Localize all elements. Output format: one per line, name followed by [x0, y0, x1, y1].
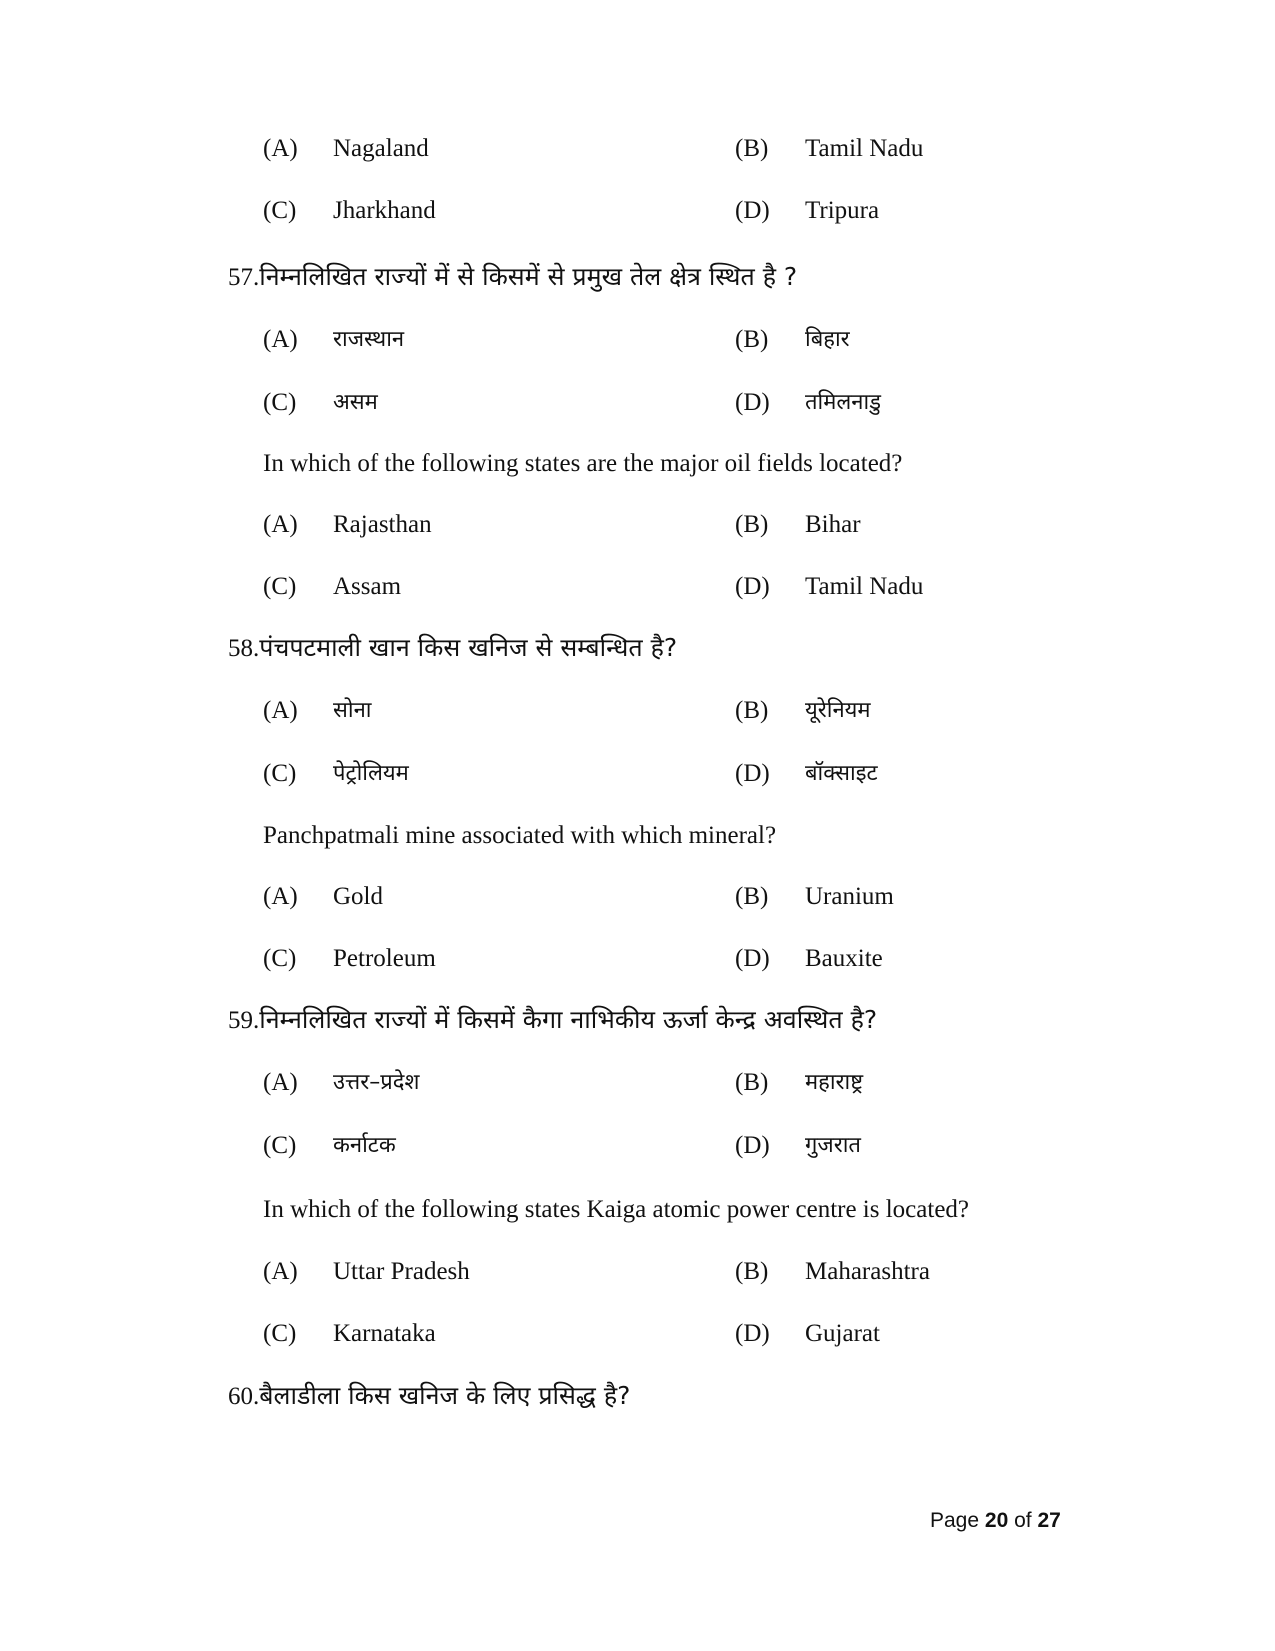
q59-english-options-row-cd [0, 1312, 1275, 1356]
q58-number: 58. [228, 635, 260, 662]
option-label-c: (C) [263, 760, 297, 787]
q56-options-row-ab [0, 127, 1275, 171]
option-label-d: (D) [735, 389, 770, 416]
q59-hindi-options-row-cd [0, 1124, 1275, 1168]
footer-prefix: Page [930, 1509, 985, 1532]
q59-hindi-question [228, 998, 877, 1042]
q58-hi-option-d: बॉक्साइट [805, 761, 878, 786]
option-label-d: (D) [735, 1320, 770, 1347]
q59-hindi-options-row-ab [0, 1061, 1275, 1105]
option-label-a: (A) [263, 511, 298, 538]
option-label-c: (C) [263, 389, 297, 416]
option-label-a: (A) [263, 883, 298, 910]
option-label-c: (C) [263, 945, 297, 972]
option-label-c: (C) [263, 1132, 297, 1159]
q59-en-option-d: Gujarat [805, 1320, 880, 1347]
q60-hindi-text: बैलाडीला किस खनिज के लिए प्रसिद्ध है? [259, 1381, 631, 1410]
q59-english-question: In which of the following states Kaiga atomic power centre is located? [263, 1196, 970, 1223]
q59-en-option-b: Maharashtra [805, 1258, 930, 1285]
q58-english-options-row-ab [0, 875, 1275, 919]
q58-en-option-b: Uranium [805, 883, 894, 910]
q59-hindi-text: निम्नलिखित राज्यों में किसमें कैगा नाभिकीय ऊर्जा केन्द्र अवस्थित है? [259, 1005, 878, 1034]
q59-en-option-c: Karnataka [333, 1320, 436, 1347]
q57-hindi-question [228, 255, 797, 299]
q57-english-options-row-ab [0, 503, 1275, 547]
q59-hi-option-d: गुजरात [805, 1133, 861, 1158]
option-label-c: (C) [263, 1320, 297, 1347]
option-label-a: (A) [263, 697, 298, 724]
option-label-b: (B) [735, 883, 769, 910]
q57-english-question: In which of the following states are the major oil fields located? [263, 450, 903, 477]
q58-hindi-options-row-ab [0, 689, 1275, 733]
q58-hindi-question [228, 626, 677, 670]
option-label-a: (A) [263, 1258, 298, 1285]
footer-total-pages: 27 [1037, 1509, 1061, 1532]
q58-en-option-a: Gold [333, 883, 383, 910]
q57-hi-option-d: तमिलनाडु [805, 390, 881, 415]
q56-option-c: Jharkhand [333, 197, 436, 224]
q56-option-a: Nagaland [333, 135, 429, 162]
q58-english-options-row-cd [0, 937, 1275, 981]
q58-hi-option-a: सोना [333, 698, 372, 723]
option-label-c: (C) [263, 197, 297, 224]
q59-en-option-a: Uttar Pradesh [333, 1258, 470, 1285]
q59-hi-option-a: उत्तर–प्रदेश [333, 1070, 420, 1095]
option-label-b: (B) [735, 697, 769, 724]
option-label-b: (B) [735, 135, 769, 162]
option-label-b: (B) [735, 1069, 769, 1096]
option-label-d: (D) [735, 573, 770, 600]
q59-hi-option-c: कर्नाटक [333, 1133, 396, 1158]
footer-current-page: 20 [984, 1509, 1009, 1532]
q57-hi-option-c: असम [333, 390, 378, 415]
q57-number: 57. [228, 264, 260, 291]
q60-hindi-question [228, 1374, 630, 1418]
q59-number: 59. [228, 1007, 260, 1034]
option-label-a: (A) [263, 1069, 298, 1096]
q58-en-option-d: Bauxite [805, 945, 883, 972]
option-label-a: (A) [263, 135, 298, 162]
q58-hindi-options-row-cd [0, 752, 1275, 796]
option-label-b: (B) [735, 1258, 769, 1285]
option-label-d: (D) [735, 197, 770, 224]
q57-en-option-c: Assam [333, 573, 402, 600]
q59-english-options-row-ab [0, 1250, 1275, 1294]
q57-en-option-a: Rajasthan [333, 511, 432, 538]
q58-english-question: Panchpatmali mine associated with which mineral? [263, 822, 777, 849]
q57-english-options-row-cd [0, 565, 1275, 609]
q57-hindi-options-row-cd [0, 381, 1275, 425]
option-label-d: (D) [735, 760, 770, 787]
option-label-d: (D) [735, 945, 770, 972]
q58-hi-option-c: पेट्रोलियम [333, 761, 409, 786]
q58-hi-option-b: यूरेनियम [805, 698, 871, 723]
q56-option-b: Tamil Nadu [805, 135, 924, 162]
q56-option-d: Tripura [805, 197, 880, 224]
q56-options-row-cd [0, 189, 1275, 233]
option-label-b: (B) [735, 326, 769, 353]
q57-hi-option-b: बिहार [805, 327, 850, 352]
q59-hi-option-b: महाराष्ट्र [805, 1070, 864, 1095]
q57-en-option-b: Bihar [805, 511, 861, 538]
q57-hindi-options-row-ab [0, 318, 1275, 362]
q58-en-option-c: Petroleum [333, 945, 436, 972]
option-label-b: (B) [735, 511, 769, 538]
q58-hindi-text: पंचपटमाली खान किस खनिज से सम्बन्धित है? [259, 633, 678, 662]
q60-number: 60. [228, 1383, 260, 1410]
page-number-footer [930, 1505, 1061, 1537]
option-label-c: (C) [263, 573, 297, 600]
q57-hindi-text: निम्नलिखित राज्यों में से किसमें से प्रमुख तेल क्षेत्र स्थित है ? [259, 262, 798, 291]
footer-middle: of [1008, 1509, 1038, 1532]
q57-en-option-d: Tamil Nadu [805, 573, 924, 600]
q57-hi-option-a: राजस्थान [333, 327, 405, 352]
option-label-a: (A) [263, 326, 298, 353]
option-label-d: (D) [735, 1132, 770, 1159]
